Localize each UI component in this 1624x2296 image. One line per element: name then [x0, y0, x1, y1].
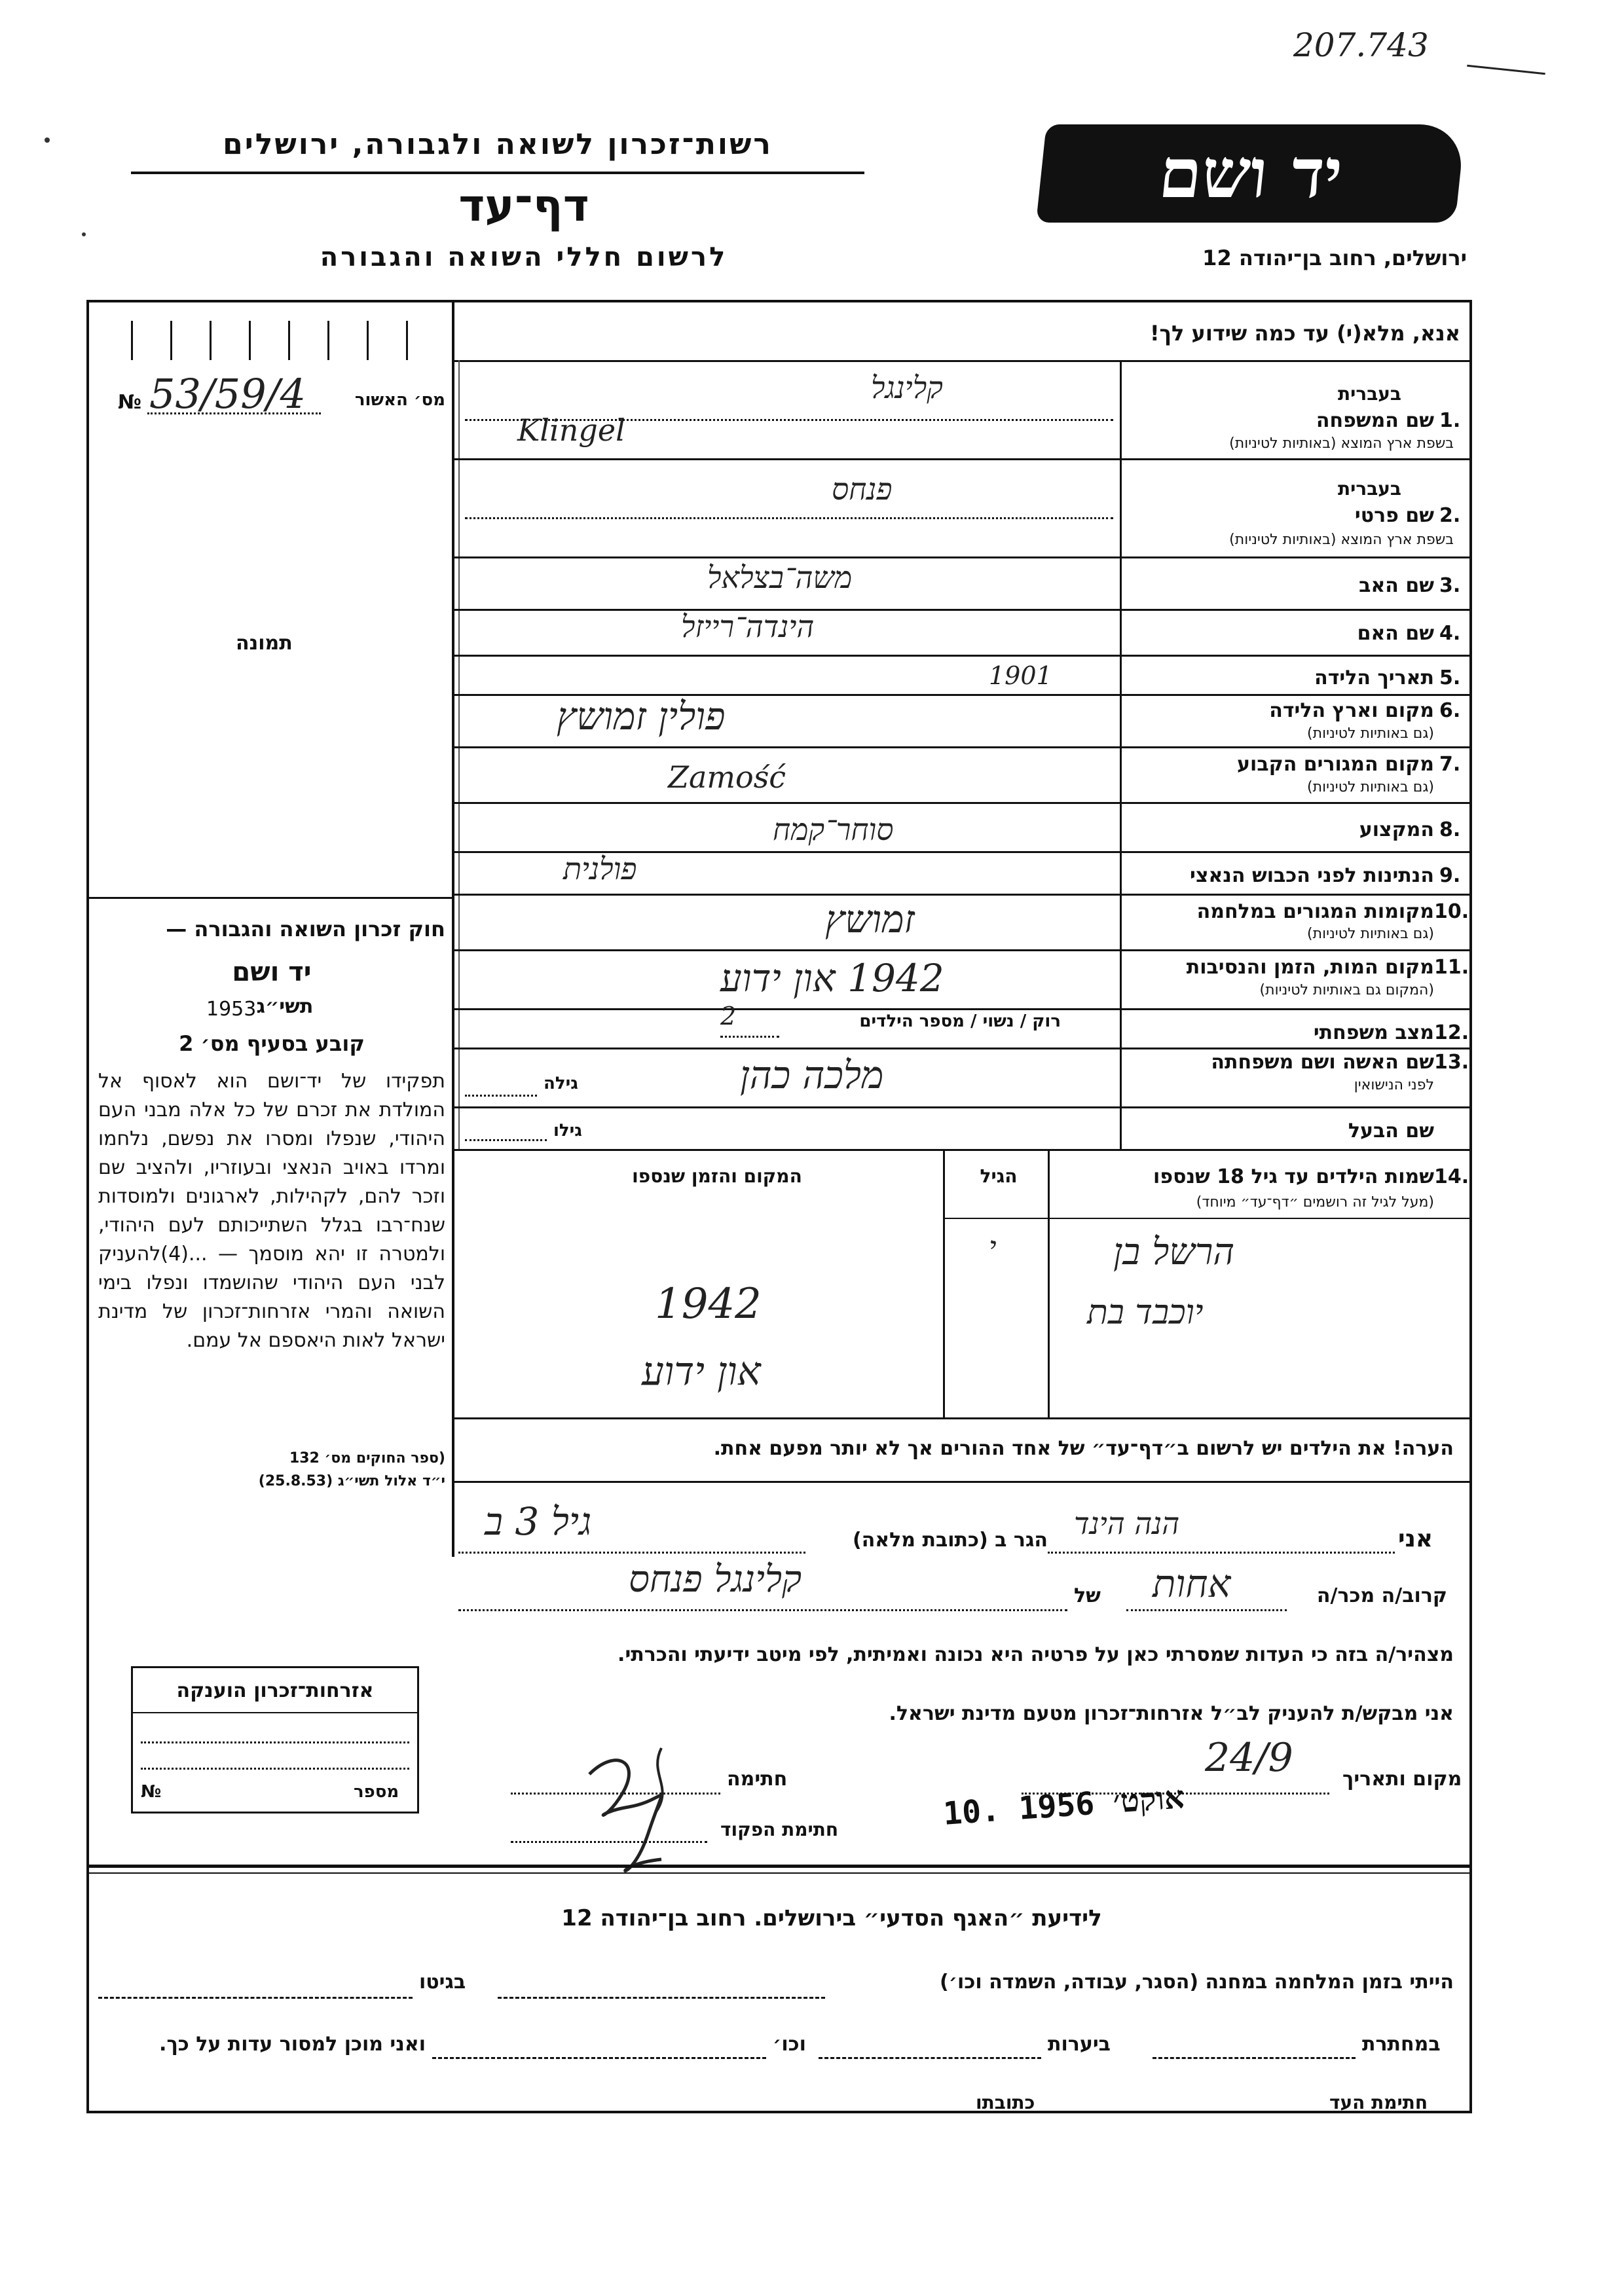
signature-scribble	[563, 1735, 694, 1879]
intro-divider	[453, 360, 1471, 362]
citizenship-rule1	[133, 1712, 417, 1713]
row-divider	[453, 609, 1471, 611]
row-divider	[453, 1149, 1471, 1151]
child2-name[interactable]: יוכבד בת	[1087, 1293, 1204, 1332]
row-divider	[453, 1048, 1471, 1049]
children-head-line	[943, 1218, 1471, 1219]
row8-label: המקצוע	[1359, 818, 1434, 841]
footer-line2b: ביערות	[1048, 2033, 1111, 2056]
address: ירושלים, רחוב בן־יהודה 12	[1202, 246, 1467, 270]
decl-of-label: של	[1074, 1584, 1101, 1607]
row13-age-line	[465, 1095, 537, 1097]
decl-address-value[interactable]: גיל 3 ב	[485, 1499, 592, 1544]
row-divider	[453, 556, 1471, 558]
logo-text: יד ושם	[1155, 133, 1346, 213]
footer-line1-rule	[498, 1997, 825, 1999]
husband-age-line	[465, 1139, 547, 1141]
archive-underline	[1467, 65, 1545, 75]
footer-line2d: ואני מוכן למסור עדות על כך.	[159, 2033, 426, 2056]
citizenship-line2	[141, 1768, 409, 1770]
law-reference: (ספר החוקים מס׳ 132	[289, 1450, 445, 1467]
decl-relative-label: קרוב/ה מכר/ה	[1316, 1584, 1447, 1607]
row10-value[interactable]: זמושץ	[825, 897, 915, 941]
approval-label: מס׳ האשור	[354, 390, 445, 410]
footer-line2c: וכו׳	[773, 2033, 806, 2056]
child1-place[interactable]: 1942	[655, 1280, 762, 1328]
value-left-border	[458, 360, 460, 1149]
children-no: 14.	[1434, 1165, 1469, 1188]
row10-sub: (גם באותיות לטיניות)	[1307, 926, 1434, 942]
children-col-age: הגיל	[980, 1165, 1018, 1187]
note-top	[453, 1417, 1471, 1419]
decl-residing: הגר ב (כתובת מלאה)	[852, 1529, 1048, 1552]
law-year-heb: תשי״ג	[256, 995, 314, 1018]
decl-of-value[interactable]: קלינגל פנחס	[629, 1558, 802, 1601]
husband-label: שם הבעל	[1348, 1120, 1434, 1142]
row1-sub1: בעברית	[1337, 383, 1401, 405]
row1-no: 1.	[1439, 409, 1461, 432]
yad-vashem-logo	[1036, 124, 1466, 223]
citizenship-number-label: מספר	[354, 1782, 399, 1802]
archive-number: 207.743	[1293, 26, 1429, 64]
decl-stamp-date: 10. אוקט׳ 1956	[942, 1779, 1186, 1832]
row7-sub: (גם באותיות לטיניות)	[1307, 779, 1434, 795]
children-label: שמות הילדים עד גיל 18 שנספו	[1153, 1165, 1434, 1188]
decl-place-date-label: מקום ותאריך	[1342, 1768, 1462, 1791]
row12-label: מצב משפחתי	[1313, 1021, 1434, 1044]
row5-no: 5.	[1439, 666, 1461, 689]
row7-value[interactable]: Zamość	[668, 759, 786, 795]
decl-request: אני מבקש/ת להעניק לב״ל אזרחות־זכרון מטעם מדינת ישראל.	[889, 1702, 1454, 1725]
row4-value[interactable]: הינדה־רייזל	[681, 609, 815, 644]
label-value-divider	[1120, 360, 1122, 1149]
row1-line	[465, 419, 1113, 421]
footer-divider	[88, 1865, 1471, 1868]
row1-sub2: בשפת ארץ המוצא (באותיות לטיניות)	[1229, 435, 1454, 452]
row13-sub: לפני הנישואין	[1354, 1077, 1434, 1093]
form-title: דף־עד	[458, 180, 589, 232]
form-subtitle: לרשום חללי השואה והגבורה	[320, 242, 728, 272]
row10-no: 10.	[1434, 900, 1469, 923]
row2-no: 2.	[1439, 504, 1461, 527]
row5-value[interactable]: 1901	[989, 661, 1052, 690]
footer-title: לידיעת ״האגף הסדעי״ בירושלים. רחוב בן־יהודה 12	[561, 1905, 1102, 1931]
law-text: תפקידו של יד־ושם הוא לאסוף אל המולדת את זכרם של כל אלה מבני העם היהודי, שנפלו ומסרו את נפשם, נלחמו ומרדו באויב הנאצי ובעוזריו, ולהציב שם וזכר להם, לקהילות, לארגונים ולמוסדות שנח־רבו בגלל השתייכותם לעם היהודי, ולמטרה זו יהא מוסמך — ...(4)להעניק לבני העם היהודי שהושמדו ונפלו בימי השואה והמרי אזרחות־זכרון של מדינת ישראל לאות היאספם אל עמם.	[98, 1070, 445, 1352]
row11-sub: (המקום גם באותיות לטיניות)	[1259, 982, 1434, 998]
children-col-place: המקום והזמן שנספו	[632, 1165, 802, 1187]
row9-no: 9.	[1439, 864, 1461, 887]
decl-signature-label: חתימה	[727, 1768, 788, 1791]
citizenship-no: №	[141, 1782, 162, 1802]
child1-name[interactable]: הרשל בן	[1113, 1231, 1235, 1273]
row13-label: שם האשה ושם משפחתה	[1211, 1051, 1434, 1074]
row-divider	[453, 458, 1471, 460]
decl-relation-line	[1126, 1609, 1287, 1611]
row6-label: מקום וארץ הלידה	[1269, 699, 1434, 722]
approval-ticks	[92, 321, 451, 360]
row-divider	[453, 949, 1471, 951]
left-panel-divider	[452, 300, 454, 1557]
row13-age-label: גילה	[544, 1074, 578, 1093]
decl-officer-label: חתימת הפקוד	[720, 1819, 839, 1840]
approval-number: 53/59/4	[149, 370, 306, 418]
row7-no: 7.	[1439, 753, 1461, 776]
row-divider	[453, 894, 1471, 896]
row6-sub: (גם באותיות לטיניות)	[1307, 725, 1434, 742]
row12-value[interactable]: 2	[720, 1002, 737, 1030]
row-divider	[453, 1106, 1471, 1108]
approval-no-prefix: №	[118, 391, 142, 414]
row1-value-hebrew[interactable]: קלינגל	[871, 370, 943, 405]
children-col2	[943, 1149, 945, 1417]
decl-address-line	[458, 1552, 805, 1554]
law-title: חוק זכרון השואה והגבורה —	[166, 917, 445, 941]
row-divider	[453, 746, 1471, 748]
row11-label: מקום המות, הזמן והנסיבות	[1186, 956, 1434, 979]
footer-line3-rule-a	[1048, 2111, 1323, 2113]
scan-dot	[82, 232, 86, 236]
children-sub: (מעל לגיל זה רושמים ״דף־עד״ מיוחד)	[1196, 1194, 1434, 1211]
row4-no: 4.	[1439, 622, 1461, 645]
footer-line2a: במחתרת	[1362, 2033, 1441, 2056]
row1-value-latin[interactable]: Klingel	[517, 412, 625, 448]
law-reference-date: י״ד אלול תשי״ג (25.8.53)	[258, 1473, 445, 1489]
citizenship-line1	[141, 1741, 409, 1743]
photo-label: תמונה	[236, 632, 293, 655]
law-divider	[88, 897, 453, 899]
citizenship-title: אזרחות־זכרון הוענקה	[176, 1679, 374, 1702]
row10-label: מקומות המגורים במלחמה	[1196, 900, 1434, 923]
scan-dot	[45, 137, 50, 143]
law-section: קובע בסעיף מס׳ 2	[179, 1031, 365, 1056]
row4-label: שם האם	[1357, 622, 1434, 645]
row12-status-options: רוק / נשוי / מספר הילדים	[859, 1011, 1061, 1031]
row9-label: הנתינות לפני הכבוש הנאצי	[1190, 864, 1434, 887]
row2-sub2: בשפת ארץ המוצא (באותיות לטיניות)	[1229, 532, 1454, 548]
husband-age-label: גילו	[553, 1121, 582, 1140]
row3-no: 3.	[1439, 574, 1461, 597]
row12-line	[720, 1036, 779, 1038]
law-year-greg: 1953	[206, 998, 257, 1021]
row7-label: מקום המגורים הקבוע	[1237, 753, 1434, 776]
authority-underline	[131, 172, 864, 174]
row13-value[interactable]: מלכה כהן	[740, 1053, 884, 1097]
row6-value[interactable]: פולין זמושץ	[557, 694, 726, 738]
footer-line3a: חתימת העד	[1329, 2092, 1428, 2113]
child2-place[interactable]: און ידוע	[642, 1349, 761, 1394]
form-intro: אנא, מלא(י) עד כמה שידוע לך!	[1149, 321, 1460, 346]
row-divider	[453, 802, 1471, 804]
row6-no: 6.	[1439, 699, 1461, 722]
approval-line	[147, 412, 321, 414]
decl-i-line	[1048, 1552, 1395, 1554]
footer-line2-rule-b	[819, 2057, 1041, 2059]
decl-i-label: אני	[1398, 1525, 1433, 1552]
note-bottom	[453, 1481, 1471, 1483]
row8-value[interactable]: סוחר־קמח	[773, 812, 894, 847]
footer-line1b: בגיטו	[419, 1971, 466, 1994]
decl-officer-line	[511, 1841, 707, 1843]
footer-line1a: הייתי בזמן המלחמה במחנה (הסגר, עבודה, השמדה וכו׳)	[940, 1971, 1454, 1994]
row8-no: 8.	[1439, 818, 1461, 841]
law-name: יד ושם	[232, 957, 312, 987]
children-col1	[1048, 1149, 1050, 1417]
row11-value[interactable]: 1942 און ידוע	[720, 956, 944, 1000]
note-text: הערה! את הילדים יש לרשום ב״דף־עד״ של אחד ההורים אך לא יותר מפעם אחת.	[713, 1437, 1454, 1460]
row3-label: שם האב	[1359, 574, 1434, 597]
child1-age[interactable]: י	[989, 1231, 997, 1264]
footer-line1-rule-b	[98, 1997, 413, 1999]
decl-statement: מצהיר/ה בזה כי העדות שמסרתי כאן על פרטיה היא נכונה ואמיתית, לפי מיטב ידיעתי והכרתי.	[618, 1643, 1454, 1666]
row2-value-hebrew[interactable]: פנחס	[832, 471, 893, 507]
decl-i-value[interactable]: הנה הינד	[1074, 1506, 1180, 1541]
footer-line2-rule-c	[432, 2057, 766, 2059]
footer-line2-rule-a	[1153, 2057, 1356, 2059]
row11-no: 11.	[1434, 956, 1469, 979]
row5-label: תאריך הלידה	[1314, 666, 1434, 689]
footer-line3b: כתובתו	[976, 2092, 1035, 2113]
row9-value[interactable]: פולנית	[563, 851, 637, 886]
footer-line3-rule-b	[458, 2111, 969, 2113]
decl-of-line	[458, 1609, 1067, 1611]
authority-name: רשות־זכרון לשואה ולגבורה, ירושלים	[223, 128, 773, 161]
decl-date-value[interactable]: 24/9	[1205, 1735, 1293, 1781]
row1-label: שם המשפחה	[1316, 409, 1434, 432]
row3-value[interactable]: משה־בצלאל	[707, 560, 853, 595]
row2-sub1: בעברית	[1337, 478, 1401, 500]
row13-no: 13.	[1434, 1051, 1469, 1074]
row-divider	[453, 655, 1471, 657]
footer-divider-2	[88, 1872, 1471, 1874]
row2-label: שם פרטי	[1354, 504, 1434, 527]
row2-line	[465, 517, 1113, 519]
row-divider	[453, 1008, 1471, 1010]
decl-relation-value[interactable]: אחות	[1153, 1561, 1231, 1606]
row12-no: 12.	[1434, 1021, 1469, 1044]
